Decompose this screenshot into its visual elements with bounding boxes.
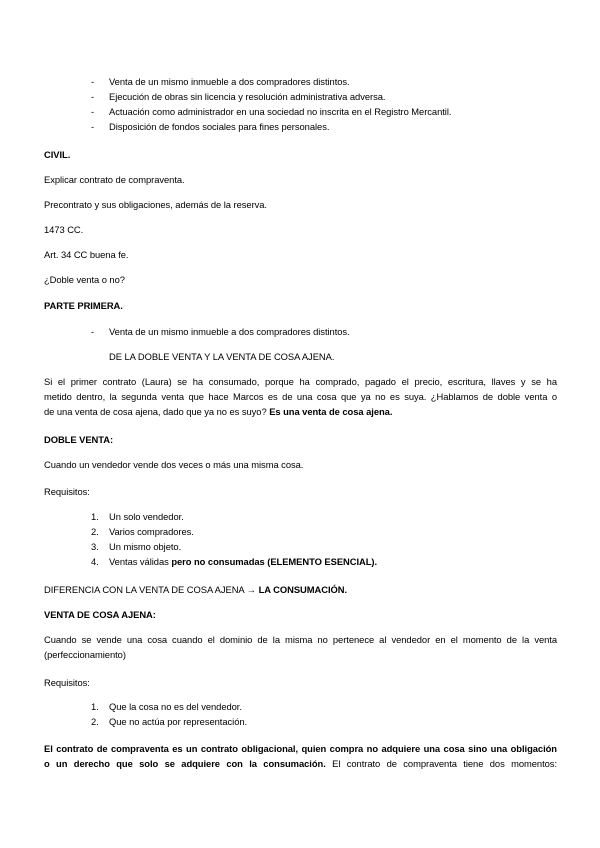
list-number: 3.: [91, 541, 99, 552]
difference-line: [44, 584, 347, 596]
paragraph-line: (perfeccionamiento): [44, 649, 126, 660]
paragraph-emphasis: Es una venta de cosa ajena.: [269, 406, 393, 417]
list-item: [109, 556, 377, 568]
paragraph-text: El contrato de compraventa tiene dos momentos:: [332, 758, 557, 769]
paragraph-line: metido dentro, la segunda venta que hace Marcos es de una cosa que ya no es suya. ¿Hablamos de doble venta o: [44, 391, 557, 402]
list-number: 1.: [91, 511, 99, 522]
list-number: 2.: [91, 526, 99, 537]
difference-text: DIFERENCIA CON LA VENTA DE COSA AJENA →: [44, 584, 256, 595]
paragraph-line: El contrato de compraventa es un contrato obligacional, quien compra no adquiere una cosa sino una obligación: [44, 743, 557, 754]
list-item-text: Ventas válidas: [109, 556, 169, 567]
list-item: Un mismo objeto.: [109, 541, 182, 552]
paragraph-line: Explicar contrato de compraventa.: [44, 174, 185, 185]
list-item: Varios compradores.: [109, 526, 194, 537]
paragraph-line: Cuando un vendedor vende dos veces o más una misma cosa.: [44, 459, 304, 470]
paragraph-line: [44, 406, 392, 418]
list-dash: -: [91, 76, 95, 87]
section-heading-doble-venta: DOBLE VENTA:: [44, 434, 114, 445]
list-number: 4.: [91, 556, 99, 567]
list-dash: -: [91, 91, 95, 102]
list-item: Venta de un mismo inmueble a dos compradores distintos.: [109, 76, 350, 87]
list-item: Que no actúa por representación.: [109, 716, 248, 727]
paragraph-line: 1473 CC.: [44, 224, 84, 235]
list-item: Que la cosa no es del vendedor.: [109, 701, 242, 712]
difference-emphasis: LA CONSUMACIÓN.: [258, 584, 348, 595]
list-item: Ejecución de obras sin licencia y resolución administrativa adversa.: [109, 91, 386, 102]
list-number: 1.: [91, 701, 99, 712]
section-heading-civil: CIVIL.: [44, 149, 71, 160]
paragraph-line: Si el primer contrato (Laura) se ha consumado, porque ha comprado, pagado el precio, escritura, llaves y se ha: [44, 376, 557, 387]
paragraph-line: [44, 758, 557, 770]
section-heading-parte-primera: PARTE PRIMERA.: [44, 300, 123, 311]
list-item-emphasis: pero no consumadas (ELEMENTO ESENCIAL).: [171, 556, 378, 567]
paragraph-line: Precontrato y sus obligaciones, además de la reserva.: [44, 199, 267, 210]
list-number: 2.: [91, 716, 99, 727]
list-item: Disposición de fondos sociales para fines personales.: [109, 121, 330, 132]
paragraph-emphasis: o un derecho que solo se adquiere con la consumación.: [44, 758, 326, 769]
list-dash: -: [91, 106, 95, 117]
list-item: Actuación como administrador en una sociedad no inscrita en el Registro Mercantil.: [109, 106, 452, 117]
section-heading-cosa-ajena: VENTA DE COSA AJENA:: [44, 609, 156, 620]
list-item: Un solo vendedor.: [109, 511, 184, 522]
list-dash: -: [91, 121, 95, 132]
requisitos-label: Requisitos:: [44, 486, 90, 497]
requisitos-label: Requisitos:: [44, 677, 90, 688]
paragraph-text: de una venta de cosa ajena, dado que ya no es suyo?: [44, 406, 267, 417]
paragraph-line: Cuando se vende una cosa cuando el dominio de la misma no pertenece al vendedor en el momento de la venta: [44, 634, 557, 645]
subtitle: DE LA DOBLE VENTA Y LA VENTA DE COSA AJENA.: [109, 351, 335, 362]
list-item: Venta de un mismo inmueble a dos compradores distintos.: [109, 326, 350, 337]
list-dash: -: [91, 326, 95, 337]
paragraph-line: Art. 34 CC buena fe.: [44, 249, 129, 260]
paragraph-line: ¿Doble venta o no?: [44, 274, 125, 285]
